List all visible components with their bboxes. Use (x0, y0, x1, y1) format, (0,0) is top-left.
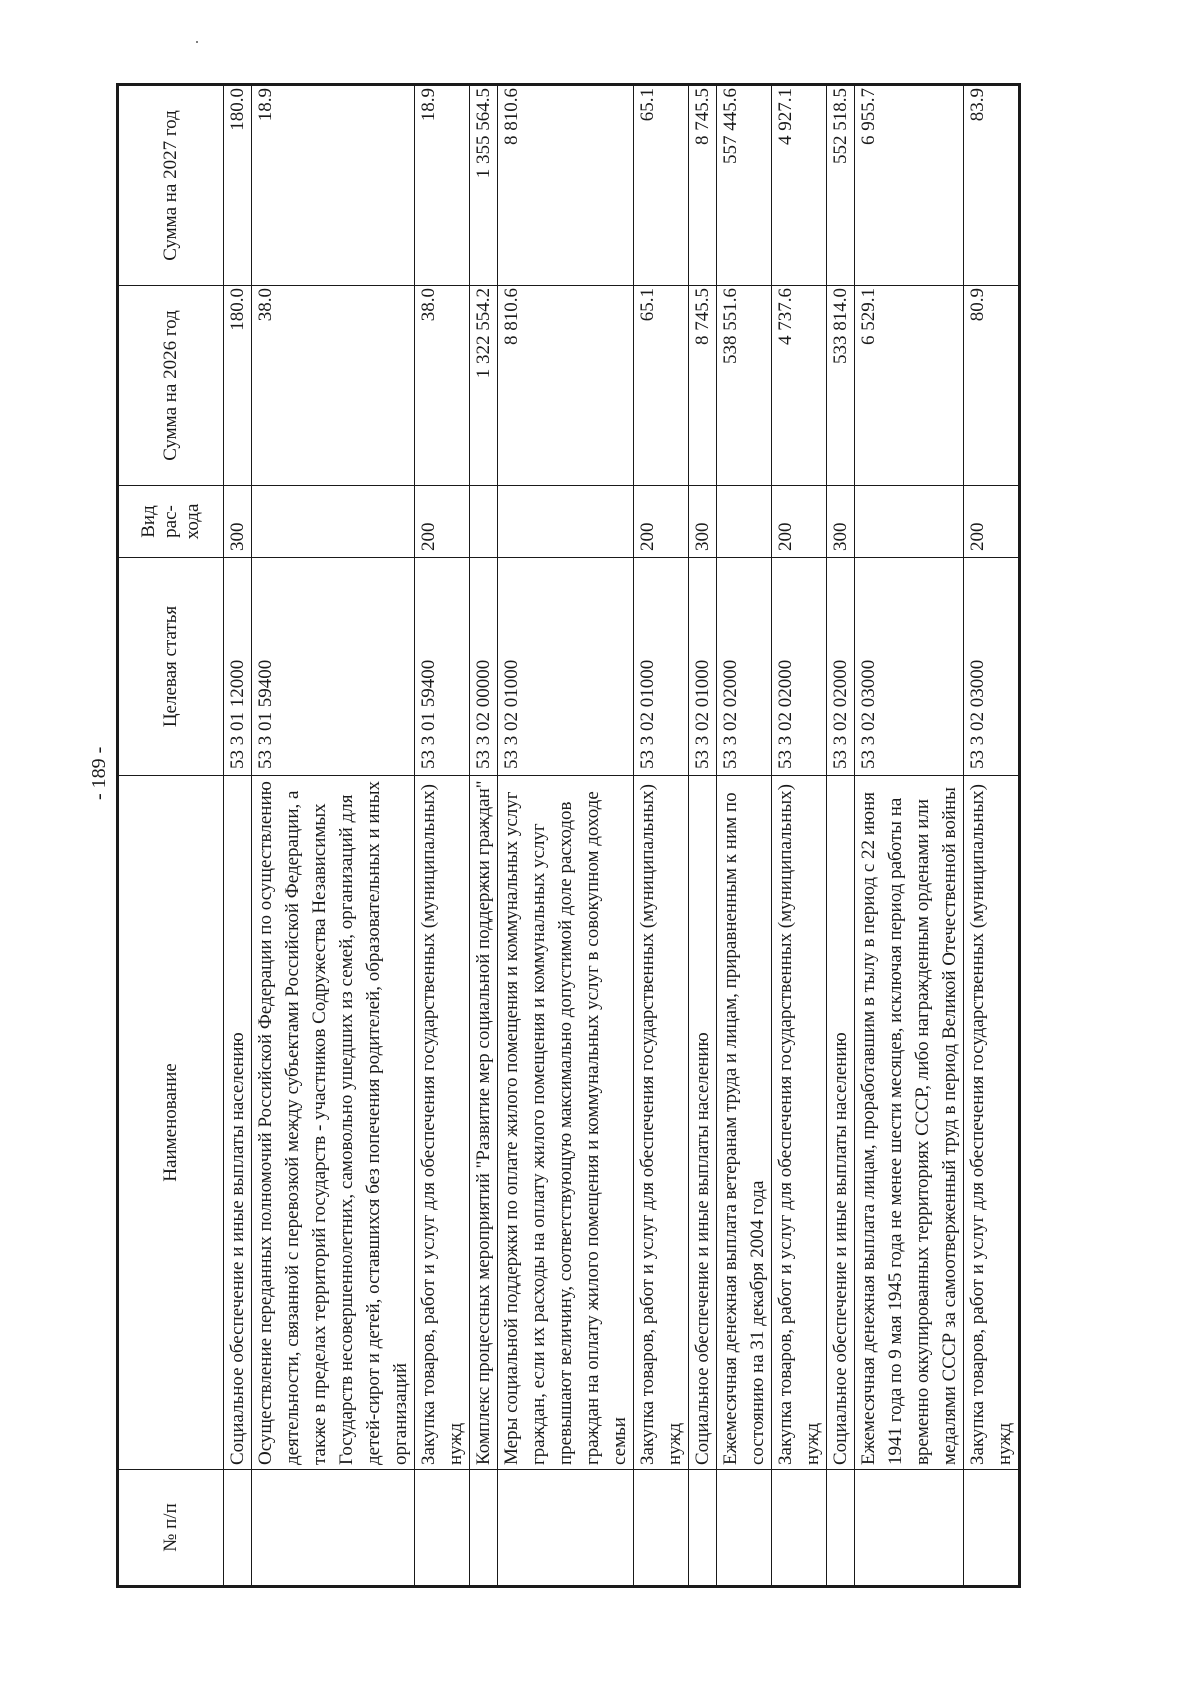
page-number: - 189 - (88, 746, 110, 800)
cell-target-article: 53 3 02 01000 (634, 558, 689, 776)
cell-sum-2026: 38.0 (415, 286, 470, 486)
cell-name: Закупка товаров, работ и услуг для обеспечения государственных (муниципальных) нужд (415, 776, 470, 1470)
cell-expense-kind: 300 (689, 486, 717, 558)
cell-name: Ежемесячная денежная выплата лицам, проработавшим в тылу в период с 22 июня 1941 года по 9 мая 1945 года не менее шести месяцев, исключая период работы на временно оккупированных территориях СССР, либо награжденным орденами или медалями СССР за самоотверженный труд в период Великой Отечественной войны (855, 776, 964, 1470)
cell-sum-2027: 83.9 (964, 86, 1019, 286)
cell-number (224, 1470, 252, 1586)
cell-sum-2027: 552 518.5 (827, 86, 855, 286)
cell-number (498, 1470, 634, 1586)
cell-expense-kind (252, 486, 415, 558)
cell-target-article: 53 3 01 59400 (252, 558, 415, 776)
cell-sum-2026: 533 814.0 (827, 286, 855, 486)
cell-name: Ежемесячная денежная выплата ветеранам труда и лицам, приравненным к ним по состоянию на 31 декабря 2004 года (717, 776, 772, 1470)
cell-target-article: 53 3 02 02000 (827, 558, 855, 776)
cell-number (717, 1470, 772, 1586)
budget-table (118, 85, 1019, 1586)
cell-number (252, 1470, 415, 1586)
cell-sum-2027: 18.9 (415, 86, 470, 286)
cell-sum-2026: 80.9 (964, 286, 1019, 486)
cell-number (470, 1470, 498, 1586)
cell-sum-2026: 38.0 (252, 286, 415, 486)
cell-expense-kind (498, 486, 634, 558)
cell-name: Комплекс процессных мероприятий "Развитие мер социальной поддержки граждан" (470, 776, 498, 1470)
table-row (772, 86, 827, 1586)
cell-sum-2027: 6 955.7 (855, 86, 964, 286)
header-sum-2026: Сумма на 2026 год (119, 286, 224, 486)
cell-name: Социальное обеспечение и иные выплаты населению (689, 776, 717, 1470)
cell-sum-2026: 4 737.6 (772, 286, 827, 486)
header-sum-2027: Сумма на 2027 год (119, 86, 224, 286)
cell-sum-2026: 180.0 (224, 286, 252, 486)
cell-sum-2026: 6 529.1 (855, 286, 964, 486)
cell-expense-kind: 200 (415, 486, 470, 558)
cell-target-article: 53 3 02 01000 (689, 558, 717, 776)
cell-target-article: 53 3 02 00000 (470, 558, 498, 776)
cell-number (689, 1470, 717, 1586)
header-target-article: Целевая статья (119, 558, 224, 776)
scan-speck (196, 41, 198, 43)
cell-expense-kind: 200 (964, 486, 1019, 558)
cell-target-article: 53 3 02 01000 (498, 558, 634, 776)
cell-sum-2027: 18.9 (252, 86, 415, 286)
cell-number (634, 1470, 689, 1586)
cell-expense-kind: 200 (634, 486, 689, 558)
cell-number (827, 1470, 855, 1586)
cell-expense-kind: 300 (827, 486, 855, 558)
cell-sum-2027: 557 445.6 (717, 86, 772, 286)
cell-sum-2027: 180.0 (224, 86, 252, 286)
cell-sum-2027: 1 355 564.5 (470, 86, 498, 286)
cell-name: Закупка товаров, работ и услуг для обеспечения государственных (муниципальных) нужд (634, 776, 689, 1470)
cell-target-article: 53 3 02 03000 (964, 558, 1019, 776)
cell-sum-2027: 8 745.5 (689, 86, 717, 286)
header-name: Наименование (119, 776, 224, 1470)
table-row (224, 86, 252, 1586)
cell-target-article: 53 3 01 59400 (415, 558, 470, 776)
cell-name: Меры социальной поддержки по оплате жилого помещения и коммунальных услуг граждан, если их расходы на оплату жилого помещения и коммунальных услуг превышают величину, соответствующую максимально допустимой доле расходов граждан на оплату жилого помещения и коммунальных услуг в совокупном доходе семьи (498, 776, 634, 1470)
cell-sum-2026: 1 322 554.2 (470, 286, 498, 486)
cell-expense-kind (855, 486, 964, 558)
cell-number (772, 1470, 827, 1586)
cell-target-article: 53 3 02 02000 (772, 558, 827, 776)
cell-sum-2026: 8 745.5 (689, 286, 717, 486)
cell-name: Социальное обеспечение и иные выплаты населению (827, 776, 855, 1470)
cell-target-article: 53 3 02 03000 (855, 558, 964, 776)
cell-sum-2026: 538 551.6 (717, 286, 772, 486)
cell-sum-2026: 65.1 (634, 286, 689, 486)
cell-name: Социальное обеспечение и иные выплаты населению (224, 776, 252, 1470)
table-header (119, 86, 224, 1586)
table-row (470, 86, 498, 1586)
table-row (634, 86, 689, 1586)
header-number: № п/п (119, 1470, 224, 1586)
table-row (964, 86, 1019, 1586)
cell-sum-2026: 8 810.6 (498, 286, 634, 486)
budget-table-rotated (118, 86, 1078, 1586)
cell-sum-2027: 4 927.1 (772, 86, 827, 286)
table-row (855, 86, 964, 1586)
table-row (827, 86, 855, 1586)
cell-number (855, 1470, 964, 1586)
cell-name: Закупка товаров, работ и услуг для обеспечения государственных (муниципальных) нужд (772, 776, 827, 1470)
cell-expense-kind (470, 486, 498, 558)
table-row (717, 86, 772, 1586)
table-row (252, 86, 415, 1586)
cell-target-article: 53 3 01 12000 (224, 558, 252, 776)
cell-expense-kind: 200 (772, 486, 827, 558)
cell-number (964, 1470, 1019, 1586)
table-row (689, 86, 717, 1586)
cell-name: Закупка товаров, работ и услуг для обеспечения государственных (муниципальных) нужд (964, 776, 1019, 1470)
cell-sum-2027: 8 810.6 (498, 86, 634, 286)
table-row (415, 86, 470, 1586)
header-expense-kind: Вид рас- хода (119, 486, 224, 558)
cell-expense-kind (717, 486, 772, 558)
cell-name: Осуществление переданных полномочий Российской Федерации по осуществлению деятельности, связанной с перевозкой между субъектами Российской Федерации, а также в пределах территорий государств - участников Содружества Независимых Государств несовершеннолетних, самовольно ушедших из семей, организаций для детей-сирот и детей, оставшихся без попечения родителей, образовательных и иных организаций (252, 776, 415, 1470)
cell-sum-2027: 65.1 (634, 86, 689, 286)
table-row (498, 86, 634, 1586)
cell-expense-kind: 300 (224, 486, 252, 558)
cell-target-article: 53 3 02 02000 (717, 558, 772, 776)
cell-number (415, 1470, 470, 1586)
